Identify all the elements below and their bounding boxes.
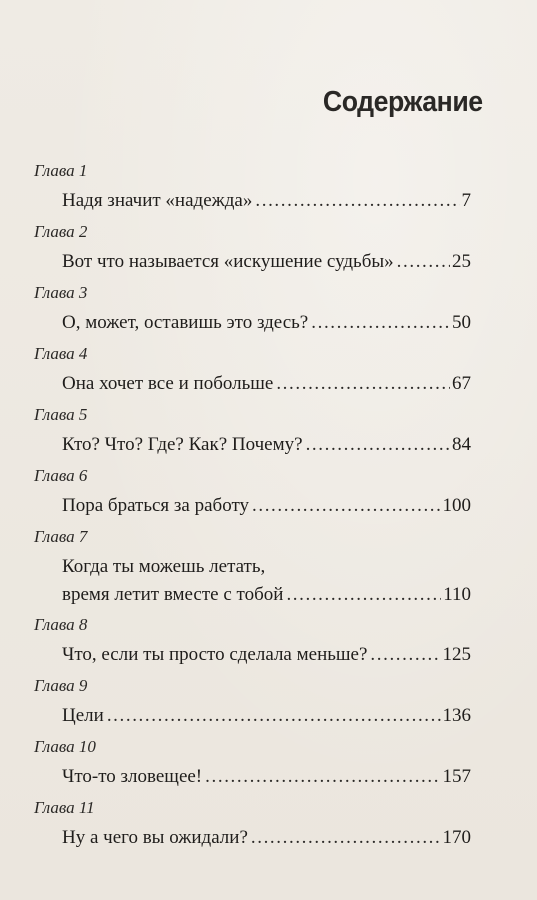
toc-entry-chapter-9 — [34, 675, 471, 736]
toc-entry-chapter-11 — [34, 797, 471, 858]
chapter-label: Глава 5 — [34, 405, 88, 424]
page-number: 67 — [452, 373, 471, 394]
chapter-label: Глава 4 — [34, 344, 88, 363]
chapter-title-line: Когда ты можешь летать, — [62, 556, 266, 577]
chapter-label: Глава 11 — [34, 798, 95, 817]
chapter-title: Кто? Что? Где? Как? Почему? — [62, 434, 303, 455]
page-number: 110 — [443, 584, 471, 605]
chapter-entry — [62, 370, 471, 398]
toc-entry-chapter-2 — [34, 221, 471, 282]
chapter-entry — [62, 702, 471, 730]
chapter-title: время летит вместе с тобой — [62, 584, 284, 605]
toc-entry-chapter-4 — [34, 343, 471, 404]
chapter-entry — [62, 187, 471, 215]
dot-leader — [255, 187, 459, 215]
page-number: 136 — [442, 705, 471, 726]
page-number: 100 — [442, 495, 471, 516]
chapter-entry — [62, 248, 471, 276]
page-number: 50 — [452, 312, 471, 333]
dot-leader — [107, 702, 441, 730]
dot-leader — [311, 309, 450, 337]
chapter-label: Глава 1 — [34, 161, 88, 180]
toc-entry-chapter-10 — [34, 736, 471, 797]
chapter-label: Глава 7 — [34, 527, 88, 546]
chapter-label: Глава 8 — [34, 615, 88, 634]
dot-leader — [251, 824, 441, 852]
chapter-label: Глава 3 — [34, 283, 88, 302]
chapter-title: Цели — [62, 705, 104, 726]
toc-entry-chapter-1 — [34, 160, 471, 221]
chapter-label: Глава 9 — [34, 676, 88, 695]
page-number: 84 — [452, 434, 471, 455]
chapter-label: Глава 6 — [34, 466, 88, 485]
chapter-entry — [62, 309, 471, 337]
chapter-entry — [62, 641, 471, 669]
page-number: 170 — [442, 827, 471, 848]
chapter-entry — [62, 492, 471, 520]
chapter-title: Что-то зловещее! — [62, 766, 203, 787]
page-title: Содержание — [323, 86, 483, 118]
dot-leader — [370, 641, 440, 669]
dot-leader — [205, 763, 440, 791]
dot-leader — [397, 248, 450, 276]
chapter-label: Глава 2 — [34, 222, 88, 241]
chapter-title: Ну а чего вы ожидали? — [62, 827, 248, 848]
chapter-entry — [62, 431, 471, 459]
chapter-title: Пора браться за работу — [62, 495, 249, 516]
page-number: 7 — [461, 190, 471, 211]
chapter-title: О, может, оставишь это здесь? — [62, 312, 309, 333]
toc-entry-chapter-8 — [34, 614, 471, 675]
toc-entry-chapter-3 — [34, 282, 471, 343]
table-of-contents — [34, 160, 471, 858]
chapter-title: Она хочет все и побольше — [62, 373, 274, 394]
chapter-entry — [62, 763, 471, 791]
toc-entry-chapter-7 — [34, 526, 471, 614]
toc-entry-chapter-5 — [34, 404, 471, 465]
chapter-entry — [62, 824, 471, 852]
dot-leader — [276, 370, 450, 398]
chapter-title: Вот что называется «искушение судьбы» — [62, 251, 394, 272]
chapter-label: Глава 10 — [34, 737, 96, 756]
toc-entry-chapter-6 — [34, 465, 471, 526]
page-number: 25 — [452, 251, 471, 272]
chapter-entry — [62, 553, 471, 609]
dot-leader — [306, 431, 450, 459]
dot-leader — [286, 581, 441, 609]
page-number: 157 — [442, 766, 471, 787]
page-number: 125 — [442, 644, 471, 665]
chapter-title: Надя значит «надежда» — [62, 190, 253, 211]
dot-leader — [252, 492, 441, 520]
chapter-title: Что, если ты просто сделала меньше? — [62, 644, 368, 665]
